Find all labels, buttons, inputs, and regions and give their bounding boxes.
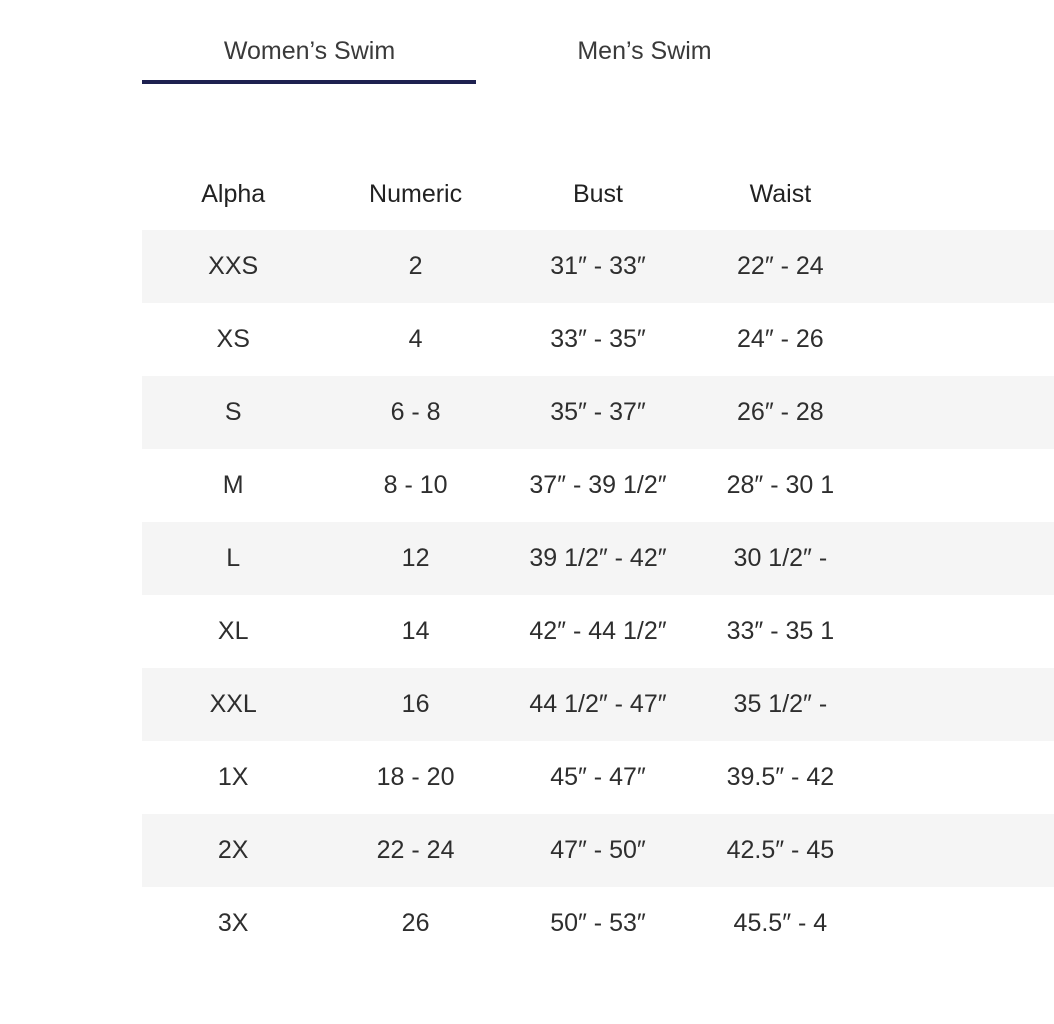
table-row: [142, 814, 1054, 887]
cell-bust: 31″ - 33″: [507, 230, 689, 303]
cell-hidden: [872, 449, 1054, 522]
table-row: [142, 741, 1054, 814]
cell-waist: 45.5″ - 4: [689, 887, 871, 960]
cell-hidden: [872, 376, 1054, 449]
table-row: [142, 595, 1054, 668]
cell-numeric: 26: [324, 887, 506, 960]
size-table: [142, 158, 1054, 960]
cell-numeric: 22 - 24: [324, 814, 506, 887]
cell-bust: 47″ - 50″: [507, 814, 689, 887]
header-numeric: Numeric: [369, 179, 463, 208]
cell-bust: 35″ - 37″: [507, 376, 689, 449]
cell-alpha: S: [142, 376, 324, 449]
cell-waist: 24″ - 26: [689, 303, 871, 376]
table-header-row: [142, 158, 1054, 230]
header-bust: Bust: [572, 179, 623, 208]
table-row: [142, 449, 1054, 522]
cell-numeric: 6 - 8: [324, 376, 506, 449]
cell-bust: 39 1/2″ - 42″: [507, 522, 689, 595]
cell-waist: 28″ - 30 1: [689, 449, 871, 522]
cell-alpha: XL: [142, 595, 324, 668]
cell-waist: 42.5″ - 45: [689, 814, 871, 887]
cell-hidden: [872, 668, 1054, 741]
cell-alpha: XXL: [142, 668, 324, 741]
cell-numeric: 4: [324, 303, 506, 376]
table-row: [142, 303, 1054, 376]
cell-hidden: [872, 303, 1054, 376]
tab-mens-swim[interactable]: [477, 20, 812, 82]
tab-womens-swim-label: Women’s Swim: [223, 36, 396, 65]
cell-numeric: 2: [324, 230, 506, 303]
table-row: [142, 887, 1054, 960]
cell-waist: 26″ - 28: [689, 376, 871, 449]
cell-numeric: 16: [324, 668, 506, 741]
table-row: [142, 668, 1054, 741]
cell-waist: 30 1/2″ -: [689, 522, 871, 595]
cell-alpha: XS: [142, 303, 324, 376]
cell-numeric: 8 - 10: [324, 449, 506, 522]
cell-bust: 44 1/2″ - 47″: [507, 668, 689, 741]
cell-alpha: 1X: [142, 741, 324, 814]
cell-waist: 22″ - 24: [689, 230, 871, 303]
cell-bust: 50″ - 53″: [507, 887, 689, 960]
cell-bust: 37″ - 39 1/2″: [507, 449, 689, 522]
cell-hidden: [872, 595, 1054, 668]
cell-waist: 35 1/2″ -: [689, 668, 871, 741]
cell-waist: 39.5″ - 42: [689, 741, 871, 814]
active-tab-indicator: [142, 80, 476, 84]
header-hidden-column: [872, 158, 1054, 230]
cell-alpha: XXS: [142, 230, 324, 303]
cell-numeric: 14: [324, 595, 506, 668]
size-table-scroll-area[interactable]: [142, 158, 835, 962]
cell-hidden: [872, 887, 1054, 960]
cell-bust: 33″ - 35″: [507, 303, 689, 376]
cell-bust: 45″ - 47″: [507, 741, 689, 814]
table-row: [142, 376, 1054, 449]
cell-alpha: L: [142, 522, 324, 595]
cell-numeric: 12: [324, 522, 506, 595]
cell-bust: 42″ - 44 1/2″: [507, 595, 689, 668]
swim-tabs: [142, 20, 812, 84]
cell-waist: 33″ - 35 1: [689, 595, 871, 668]
table-row: [142, 522, 1054, 595]
cell-hidden: [872, 230, 1054, 303]
tab-womens-swim[interactable]: [142, 20, 477, 82]
cell-hidden: [872, 522, 1054, 595]
header-alpha: Alpha: [201, 179, 266, 208]
header-waist: Waist: [749, 179, 812, 208]
cell-hidden: [872, 741, 1054, 814]
cell-hidden: [872, 814, 1054, 887]
tab-mens-swim-label: Men’s Swim: [577, 36, 712, 65]
cell-alpha: 3X: [142, 887, 324, 960]
cell-alpha: M: [142, 449, 324, 522]
cell-numeric: 18 - 20: [324, 741, 506, 814]
table-row: [142, 230, 1054, 303]
cell-alpha: 2X: [142, 814, 324, 887]
